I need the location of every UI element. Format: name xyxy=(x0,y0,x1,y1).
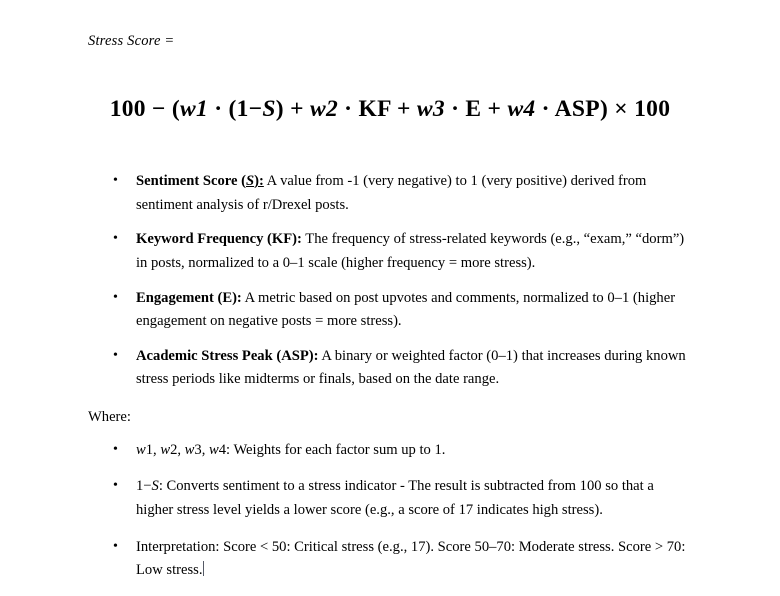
term-description: A value from -1 (very negative) to 1 (very positive) derived from sentiment analysis of r/Drexel posts. xyxy=(136,173,647,213)
formula-part-4: · KF + xyxy=(338,96,417,122)
interpretation-text: Interpretation: Score < 50: Critical stress (e.g., 17). Score 50–70: Moderate stress. Score > 70: Low stress. xyxy=(136,538,686,579)
term-symbol: S xyxy=(245,173,255,189)
weight-text-4: 4: Weights for each factor sum up to 1. xyxy=(218,441,446,458)
weight-var-w1: w xyxy=(136,441,146,458)
formula-var-w2: w2 xyxy=(309,96,338,122)
bullet-icon: • xyxy=(113,478,118,494)
term-label xyxy=(136,173,264,189)
weight-var-w4: w xyxy=(208,441,219,458)
formula-var-w1: w1 xyxy=(180,96,209,122)
bullet-icon: • xyxy=(113,173,118,188)
bullet-icon: • xyxy=(113,289,118,305)
list-item xyxy=(88,536,688,583)
formula-part-3: ) + xyxy=(275,96,310,122)
formula-label: Stress Score = xyxy=(88,33,175,49)
where-label: Where: xyxy=(88,409,131,426)
formula-part-5: · E + xyxy=(444,96,508,122)
weight-var-w2: w xyxy=(160,441,171,458)
weight-text-1: 1, xyxy=(145,441,161,458)
formula-part-6: · ASP) × 100 xyxy=(535,96,671,122)
list-item xyxy=(88,228,688,275)
formula-var-w3: w3 xyxy=(416,96,445,122)
where-definition-list xyxy=(88,439,688,583)
bullet-icon: • xyxy=(113,231,118,247)
term-label: Academic Stress Peak (ASP): xyxy=(136,347,319,364)
list-item xyxy=(88,345,688,392)
term-suffix: ): xyxy=(254,173,264,189)
bullet-icon: • xyxy=(113,441,118,457)
list-item xyxy=(88,287,688,334)
weight-var-w3: w xyxy=(184,441,195,458)
factor-definition-list xyxy=(88,170,688,392)
bullet-icon: • xyxy=(113,347,118,363)
formula-var-w4: w4 xyxy=(507,96,536,122)
bullet-icon: • xyxy=(113,538,118,554)
term-label: Engagement (E): xyxy=(136,289,242,306)
term-description: A metric based on post upvotes and comments, normalized to 0–1 (higher engagement on negative posts = more stress). xyxy=(136,289,676,330)
stress-score-formula xyxy=(0,96,780,123)
term-prefix: Sentiment Score ( xyxy=(136,173,246,189)
text-cursor[interactable] xyxy=(203,561,204,576)
document-body xyxy=(88,170,688,596)
formula-part-2: · (1− xyxy=(208,96,263,122)
term-description: A binary or weighted factor (0–1) that increases during known stress periods like midterms or finals, based on the date range. xyxy=(136,347,686,388)
weight-text-2: 2, xyxy=(170,441,185,458)
term-description: The frequency of stress-related keywords (e.g., “exam,” “dorm”) in posts, normalized to a 0–1 scale (higher frequency = more stress). xyxy=(136,231,685,271)
list-item xyxy=(88,475,688,522)
sentiment-expr-symbol: S xyxy=(151,478,159,495)
list-item xyxy=(88,439,688,463)
formula-var-s: S xyxy=(262,96,276,122)
list-item xyxy=(88,170,688,217)
formula-part-1: 100 − ( xyxy=(109,96,181,122)
sentiment-expr-prefix: 1− xyxy=(136,478,152,495)
sentiment-expr-description: : Converts sentiment to a stress indicator - The result is subtracted from 100 so that a higher stress level yields a lower score (e.g., a score of 17 indicates high stress). xyxy=(136,478,654,519)
weight-text-3: 3, xyxy=(194,441,209,458)
term-label: Keyword Frequency (KF): xyxy=(136,231,302,248)
